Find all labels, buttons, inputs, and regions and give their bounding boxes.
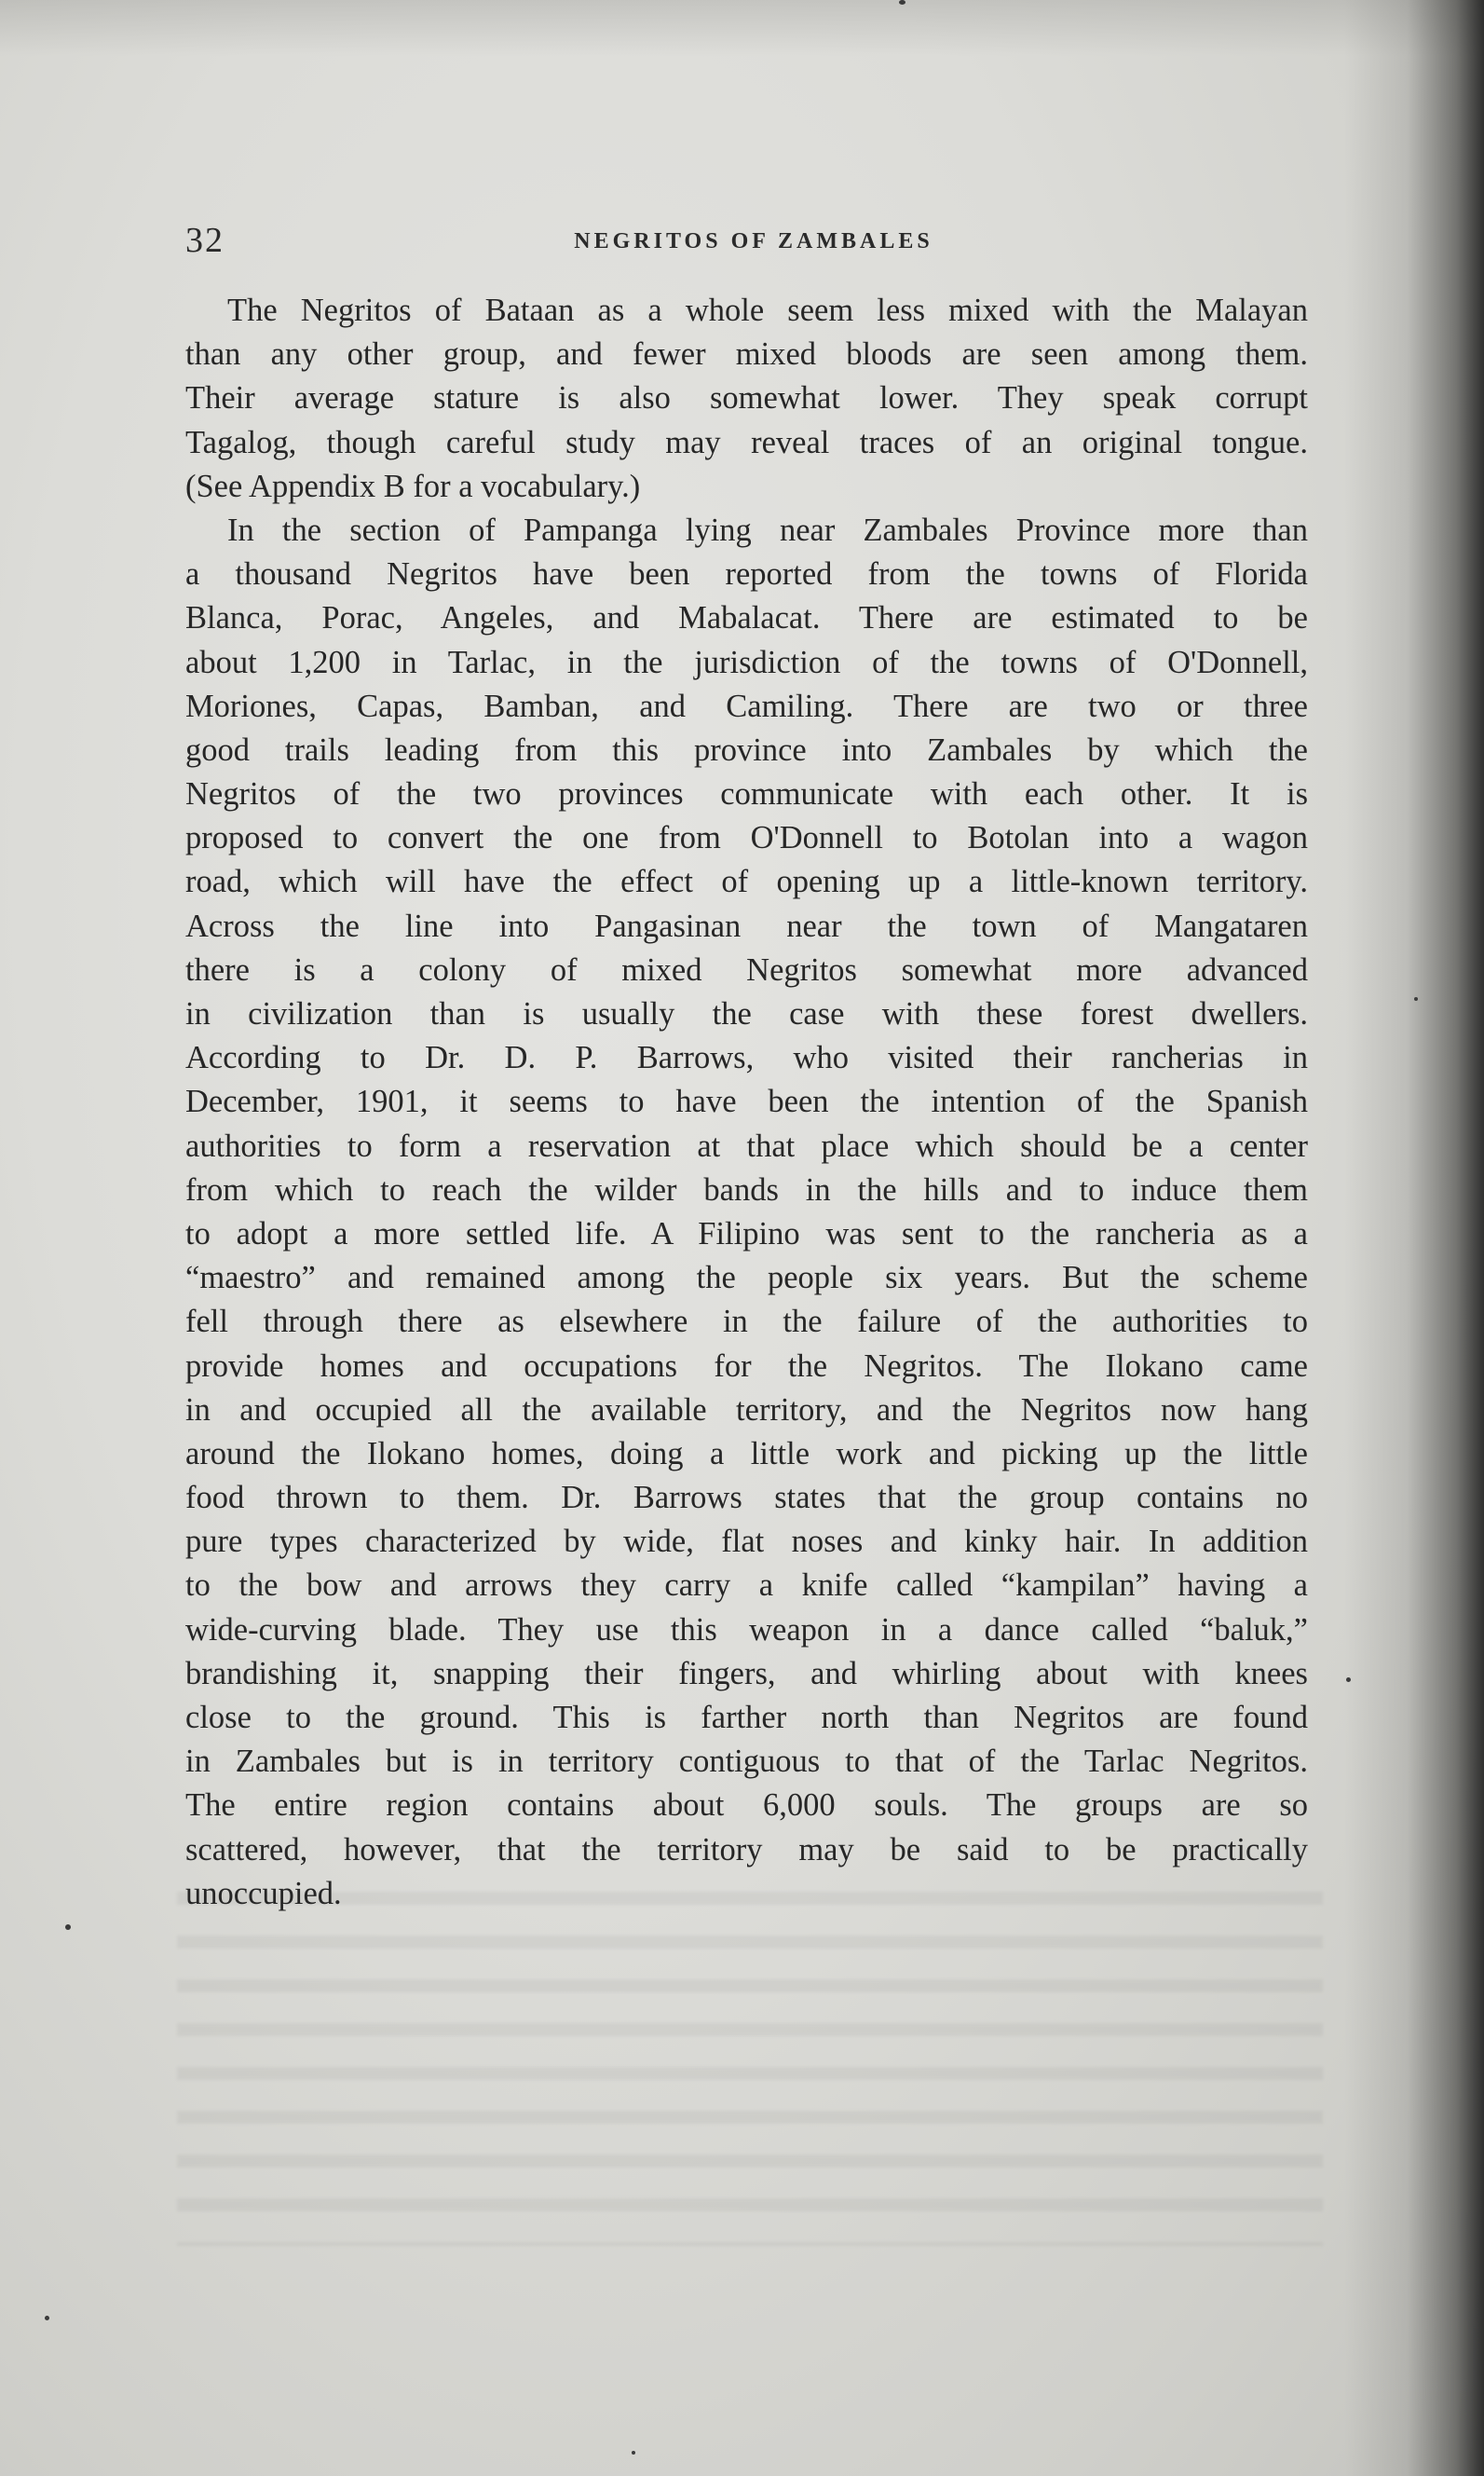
text-line: to the bow and arrows they carry a knife called “kampilan” having a	[185, 1567, 1308, 1604]
text-line: pure types characterized by wide, flat noses and kinky hair. In addition	[185, 1524, 1308, 1560]
text-line: unoccupied.	[185, 1875, 342, 1911]
text-line: “maestro” and remained among the people six years. But the scheme	[185, 1260, 1308, 1296]
text-line: December, 1901, it seems to have been the intention of the Spanish	[185, 1084, 1308, 1120]
paper-speck	[899, 0, 905, 5]
paragraph-pampanga	[185, 509, 1308, 1916]
paper-speck	[45, 2316, 49, 2320]
text-line: food thrown to them. Dr. Barrows states that the group contains no	[185, 1480, 1308, 1516]
text-line: Moriones, Capas, Bamban, and Camiling. There are two or three	[185, 688, 1308, 724]
text-line: In the section of Pampanga lying near Zambales Province more than	[227, 512, 1308, 548]
text-line: scattered, however, that the territory may be said to be practically	[185, 1831, 1308, 1867]
text-line: Negritos of the two provinces communicate with each other. It is	[185, 776, 1308, 813]
paragraph-bataan	[185, 289, 1308, 509]
text-line: wide-curving blade. They use this weapon in a dance called “baluk,”	[185, 1611, 1308, 1648]
text-line: good trails leading from this province into Zambales by which the	[185, 732, 1308, 768]
text-line: proposed to convert the one from O'Donnell to Botolan into a wagon	[185, 820, 1308, 856]
paper-speck	[65, 1924, 71, 1930]
text-line: to adopt a more settled life. A Filipino was sent to the rancheria as a	[185, 1215, 1308, 1252]
text-line: in and occupied all the available territory, and the Negritos now hang	[185, 1391, 1308, 1428]
text-line: According to Dr. D. P. Barrows, who visited their rancherias in	[185, 1040, 1308, 1076]
page-header	[185, 220, 1322, 267]
body-text	[185, 289, 1308, 1916]
text-line: brandishing it, snapping their fingers, and whirling about with knees	[185, 1655, 1308, 1691]
paper-speck	[632, 2451, 635, 2455]
text-line: a thousand Negritos have been reported from the towns of Florida	[185, 556, 1308, 593]
text-line: there is a colony of mixed Negritos somewhat more advanced	[185, 951, 1308, 988]
text-line: about 1,200 in Tarlac, in the jurisdiction of the towns of O'Donnell,	[185, 644, 1308, 680]
text-line: Blanca, Porac, Angeles, and Mabalacat. There are estimated to be	[185, 600, 1308, 636]
text-line: Tagalog, though careful study may reveal traces of an original tongue.	[185, 424, 1308, 460]
text-line: The entire region contains about 6,000 souls. The groups are so	[185, 1787, 1308, 1824]
text-line: fell through there as elsewhere in the failure of the authorities to	[185, 1304, 1308, 1340]
text-line: Their average stature is also somewhat lower. They speak corrupt	[185, 380, 1308, 417]
text-line: authorities to form a reservation at that place which should be a center	[185, 1128, 1308, 1164]
show-through-text	[177, 1892, 1323, 2246]
running-head: NEGRITOS OF ZAMBALES	[574, 229, 933, 253]
text-line: in Zambales but is in territory contiguous to that of the Tarlac Negritos.	[185, 1744, 1308, 1780]
text-line: in civilization than is usually the case with these forest dwellers.	[185, 996, 1308, 1032]
text-line: The Negritos of Bataan as a whole seem less mixed with the Malayan	[227, 293, 1308, 328]
text-line: (See Appendix B for a vocabulary.)	[185, 468, 641, 504]
text-line: Across the line into Pangasinan near the town of Mangataren	[185, 908, 1308, 944]
text-line: road, which will have the effect of opening up a little-known territory.	[185, 864, 1308, 900]
text-line: from which to reach the wilder bands in the hills and to induce them	[185, 1171, 1308, 1208]
page-number: 32	[185, 221, 225, 260]
spine-shadow	[1344, 0, 1484, 2476]
text-line: provide homes and occupations for the Negritos. The Ilokano came	[185, 1347, 1308, 1384]
text-line: around the Ilokano homes, doing a little work and picking up the little	[185, 1435, 1308, 1471]
text-line: than any other group, and fewer mixed bloods are seen among them.	[185, 336, 1308, 373]
text-line: close to the ground. This is farther north than Negritos are found	[185, 1700, 1308, 1735]
top-shadow	[0, 0, 1484, 56]
